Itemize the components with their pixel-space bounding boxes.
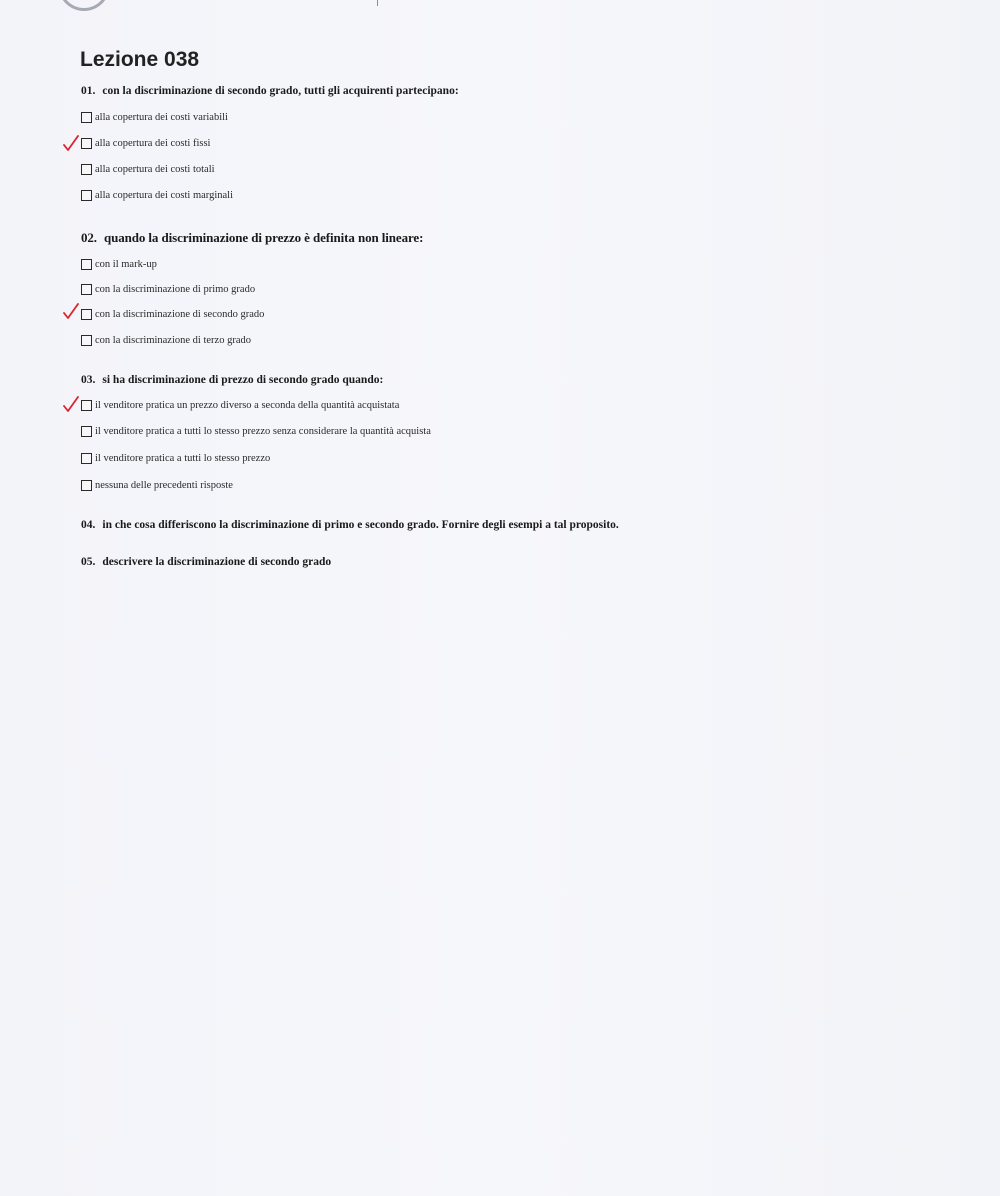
q03-option-a[interactable] (81, 398, 399, 412)
checkbox[interactable] (81, 426, 92, 437)
checkbox[interactable] (81, 480, 92, 491)
checkbox[interactable] (81, 190, 92, 201)
checkbox[interactable] (81, 335, 92, 346)
option-label: il venditore pratica un prezzo diverso a seconda della quantità acquistata (95, 399, 400, 411)
checkbox[interactable] (81, 453, 92, 464)
question-text: si ha discriminazione di prezzo di secondo grado quando: (102, 374, 384, 386)
q02-option-b[interactable] (81, 282, 255, 296)
q01-option-c[interactable] (81, 162, 215, 176)
checkbox[interactable] (81, 164, 92, 175)
option-label: il venditore pratica a tutti lo stesso prezzo senza considerare la quantità acquista (95, 425, 431, 437)
question-05 (81, 556, 331, 568)
question-04 (81, 519, 619, 531)
checkbox[interactable] (81, 259, 92, 270)
option-label: con il mark-up (95, 258, 157, 270)
question-text: descrivere la discriminazione di secondo grado (102, 556, 332, 568)
question-02 (81, 230, 423, 246)
q03-option-d[interactable] (81, 478, 233, 492)
q02-option-c[interactable] (81, 307, 264, 321)
option-label: alla copertura dei costi fissi (95, 137, 211, 149)
checkbox[interactable] (81, 284, 92, 295)
question-03 (81, 374, 383, 386)
red-checkmark-icon (62, 396, 80, 414)
question-01 (81, 85, 459, 97)
question-number: 05. (81, 556, 96, 568)
lesson-title: Lezione 038 (80, 48, 200, 71)
question-number: 01. (81, 85, 96, 97)
q02-option-a[interactable] (81, 257, 157, 271)
question-number: 04. (81, 519, 96, 531)
q03-option-c[interactable] (81, 451, 270, 465)
checkbox[interactable] (81, 112, 92, 123)
option-label: con la discriminazione di terzo grado (95, 334, 251, 346)
q02-option-d[interactable] (81, 333, 251, 347)
checkbox[interactable] (81, 138, 92, 149)
option-label: il venditore pratica a tutti lo stesso prezzo (95, 452, 271, 464)
q01-option-b[interactable] (81, 136, 210, 150)
question-text: quando la discriminazione di prezzo è definita non lineare: (103, 230, 424, 245)
checkbox[interactable] (81, 309, 92, 320)
checkbox[interactable] (81, 400, 92, 411)
option-label: nessuna delle precedenti risposte (95, 479, 233, 491)
question-text: con la discriminazione di secondo grado, tutti gli acquirenti partecipano: (102, 85, 459, 97)
question-number: 02. (81, 230, 97, 245)
question-number: 03. (81, 374, 96, 386)
option-label: alla copertura dei costi variabili (95, 111, 228, 123)
option-label: alla copertura dei costi totali (95, 163, 215, 175)
q01-option-a[interactable] (81, 110, 228, 124)
option-label: con la discriminazione di primo grado (95, 283, 256, 295)
red-checkmark-icon (62, 303, 80, 321)
red-checkmark-icon (62, 135, 80, 153)
question-text: in che cosa differiscono la discriminazione di primo e secondo grado. Fornire degli esempi a tal proposito. (102, 519, 619, 531)
q01-option-d[interactable] (81, 188, 233, 202)
q03-option-b[interactable] (81, 424, 431, 438)
option-label: con la discriminazione di secondo grado (95, 308, 265, 320)
option-label: alla copertura dei costi marginali (95, 189, 234, 201)
header-divider (377, 0, 378, 6)
university-logo (58, 0, 110, 11)
